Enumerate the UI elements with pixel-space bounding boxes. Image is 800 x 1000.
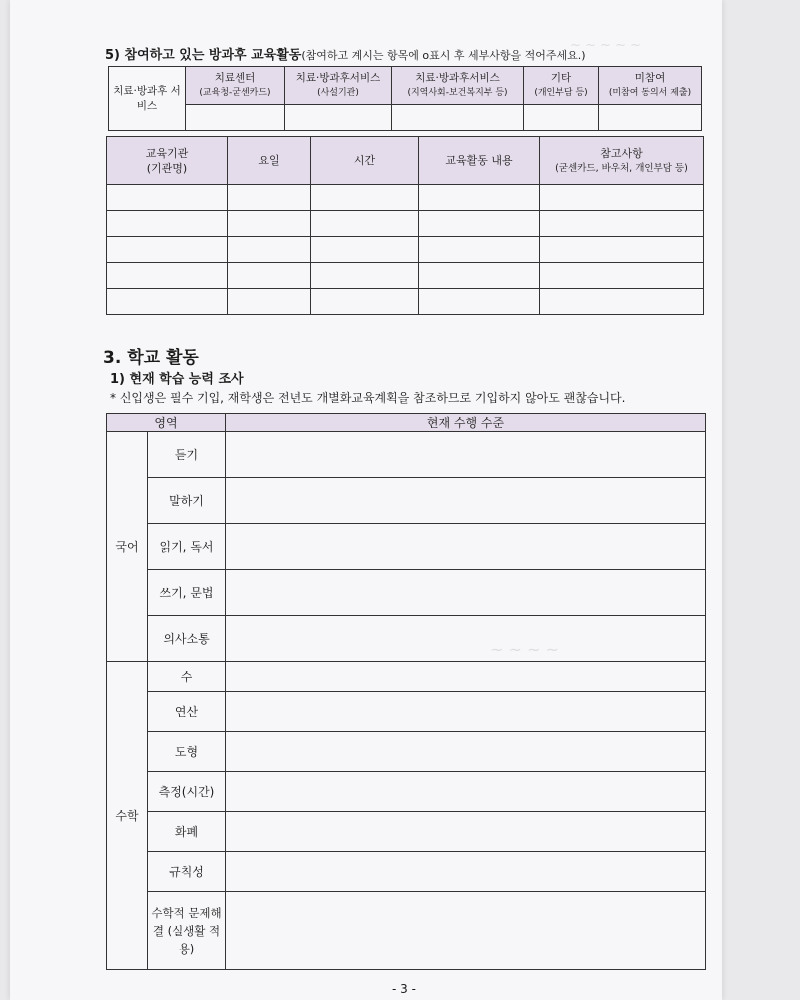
table-cell[interactable]: [311, 237, 419, 263]
col-header-1: [285, 67, 392, 105]
table-cell[interactable]: [540, 289, 704, 315]
participation-table: [108, 66, 702, 131]
col-header-sub: (사설기관): [317, 87, 359, 98]
table-row: [107, 478, 706, 524]
col-header-sub: (교육청-굳센카드): [199, 87, 271, 98]
table-row: [107, 772, 706, 812]
table-row: [107, 211, 704, 237]
table-cell[interactable]: [107, 289, 228, 315]
bleed-through: ~ ~ ~ ~: [490, 640, 559, 659]
table-row: [107, 812, 706, 852]
answer-cell[interactable]: [392, 105, 524, 131]
item-label: 도형: [148, 732, 226, 772]
level-cell[interactable]: [226, 772, 706, 812]
item-label: 규칙성: [148, 852, 226, 892]
document-page: [10, 0, 722, 1000]
activity-detail-table: [106, 136, 704, 315]
header-sub: (굳센카드, 바우처, 개인부담 등): [555, 162, 688, 174]
col-header-sub: (개인부담 등): [534, 87, 588, 98]
table-cell[interactable]: [540, 237, 704, 263]
item-label: 의사소통: [148, 616, 226, 662]
section5-title-text: 5) 참여하고 있는 방과후 교육활동: [105, 48, 302, 63]
table-cell[interactable]: [419, 185, 540, 211]
table-row: [107, 892, 706, 970]
section5-title-note: (참여하고 계시는 항목에 o표시 후 세부사항을 적어주세요.): [301, 49, 586, 62]
level-cell[interactable]: [226, 692, 706, 732]
col-header-main: 미참여: [634, 71, 666, 84]
header-main: 요일: [258, 154, 280, 167]
header-sub: (기관명): [146, 161, 188, 175]
table-cell[interactable]: [228, 263, 311, 289]
row-header-label: 치료·방과후 서비스: [113, 84, 181, 112]
answer-cell[interactable]: [285, 105, 392, 131]
table-row: [107, 662, 706, 692]
header-main: 참고사항: [600, 146, 643, 160]
level-cell[interactable]: [226, 616, 706, 662]
table-cell[interactable]: [228, 185, 311, 211]
table-cell[interactable]: [540, 263, 704, 289]
page-number: - 3 -: [392, 982, 416, 996]
header-main: 교육기관: [145, 146, 189, 160]
detail-header-4: [540, 137, 704, 185]
level-cell[interactable]: [226, 478, 706, 524]
table-row: [107, 524, 706, 570]
level-cell[interactable]: [226, 524, 706, 570]
table-cell[interactable]: [311, 289, 419, 315]
item-label: 화폐: [148, 812, 226, 852]
table-row: [107, 852, 706, 892]
table-cell[interactable]: [419, 289, 540, 315]
table-cell[interactable]: [228, 237, 311, 263]
answer-cell[interactable]: [186, 105, 285, 131]
col-header-main: 치료·방과후서비스: [415, 71, 500, 84]
col-header-main: 치료센터: [214, 71, 256, 84]
section3-subtitle: 1) 현재 학습 능력 조사: [110, 372, 244, 387]
col-header-3: [524, 67, 599, 105]
col-header-sub: (미참여 동의서 제출): [608, 87, 692, 98]
table-row: [107, 289, 704, 315]
header-main: 교육활동 내용: [445, 154, 513, 167]
detail-header-0: [107, 137, 228, 185]
answer-cell[interactable]: [524, 105, 599, 131]
item-label: 쓰기, 문법: [148, 570, 226, 616]
level-cell[interactable]: [226, 432, 706, 478]
col-header-main: 기타: [550, 71, 572, 84]
table-row: [107, 692, 706, 732]
level-cell[interactable]: [226, 662, 706, 692]
item-label: 수: [148, 662, 226, 692]
section5-title: [105, 44, 586, 63]
table-cell[interactable]: [419, 263, 540, 289]
table-cell[interactable]: [107, 237, 228, 263]
subject-math: 수학: [107, 662, 148, 970]
row-header-cell: [109, 67, 186, 131]
level-cell[interactable]: [226, 892, 706, 970]
detail-header-1: [228, 137, 311, 185]
table-cell[interactable]: [107, 185, 228, 211]
col-header-sub: (지역사회-보건복지부 등): [407, 87, 508, 98]
table-row: [107, 185, 704, 211]
header-main: 시간: [353, 154, 376, 167]
col-header-4: [599, 67, 702, 105]
item-label: 듣기: [148, 432, 226, 478]
learning-ability-table: [106, 413, 706, 970]
detail-header-3: [419, 137, 540, 185]
table-cell[interactable]: [311, 263, 419, 289]
level-cell[interactable]: [226, 570, 706, 616]
table-cell[interactable]: [228, 289, 311, 315]
table-cell[interactable]: [419, 237, 540, 263]
table-cell[interactable]: [540, 211, 704, 237]
table-cell[interactable]: [311, 185, 419, 211]
table-row: [107, 263, 704, 289]
col-header-2: [392, 67, 524, 105]
item-label: 말하기: [148, 478, 226, 524]
item-label: 연산: [148, 692, 226, 732]
detail-header-2: [311, 137, 419, 185]
item-label: 읽기, 독서: [148, 524, 226, 570]
table-cell[interactable]: [107, 263, 228, 289]
header-area: 영역: [107, 414, 226, 432]
table-cell[interactable]: [107, 211, 228, 237]
table-row: [107, 570, 706, 616]
bleed-through: ~ ~ ~ ~ ~: [570, 38, 641, 53]
header-level: 현재 수행 수준: [226, 414, 706, 432]
table-cell[interactable]: [311, 211, 419, 237]
table-row: [107, 616, 706, 662]
item-label: 수학적 문제해결 (실생활 적용): [148, 892, 226, 970]
table-cell[interactable]: [228, 211, 311, 237]
col-header-0: [186, 67, 285, 105]
section3-title: 3. 학교 활동: [103, 348, 199, 368]
level-cell[interactable]: [226, 812, 706, 852]
level-cell[interactable]: [226, 852, 706, 892]
col-header-main: 치료·방과후서비스: [295, 71, 381, 84]
answer-cell[interactable]: [599, 105, 702, 131]
level-cell[interactable]: [226, 732, 706, 772]
table-row: [107, 432, 706, 478]
table-row: [107, 237, 704, 263]
table-cell[interactable]: [540, 185, 704, 211]
table-row: [107, 732, 706, 772]
subject-korean: 국어: [107, 432, 148, 662]
item-label: 측정(시간): [148, 772, 226, 812]
table-cell[interactable]: [419, 211, 540, 237]
section3-note: * 신입생은 필수 기입, 재학생은 전년도 개별화교육계획을 참조하므로 기입하지 않아도 괜찮습니다.: [110, 391, 626, 405]
